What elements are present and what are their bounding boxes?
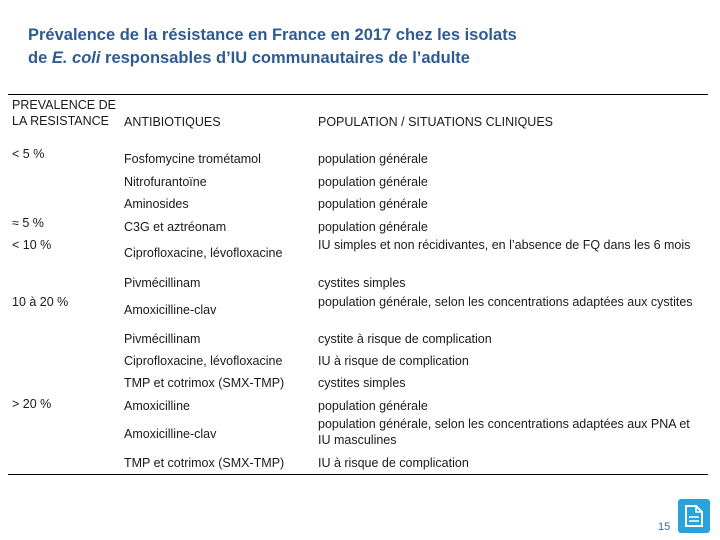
table-bottom-border: [8, 474, 708, 475]
antibiotic-cell: TMP et cotrimox (SMX-TMP): [124, 456, 285, 470]
slide-title: [28, 24, 708, 70]
population-cell: population générale: [318, 220, 428, 234]
population-cell: IU à risque de complication: [318, 456, 469, 470]
antibiotic-cell: Fosfomycine trométamol: [124, 152, 261, 166]
population-cell: IU à risque de complication: [318, 354, 469, 368]
header-antibiotiques: ANTIBIOTIQUES: [124, 115, 221, 129]
antibiotic-cell: Aminosides: [124, 197, 189, 211]
population-cell: cystites simples: [318, 376, 406, 390]
population-cell: population générale: [318, 175, 428, 189]
title-line-1: Prévalence de la résistance en France en 2017 chez les isolats: [28, 26, 517, 44]
population-cell: IU simples et non récidivantes, en l’absence de FQ dans les 6 mois: [318, 238, 691, 252]
population-cell: cystites simples: [318, 276, 406, 290]
page-number: 15: [658, 521, 671, 533]
population-cell: population générale: [318, 152, 428, 166]
document-icon: [683, 504, 705, 528]
table-top-border: [8, 94, 708, 95]
document-logo-icon: [678, 499, 710, 533]
population-cell: population générale: [318, 197, 428, 211]
header-prevalence: PREVALENCE DE LA RESISTANCE: [12, 98, 116, 128]
population-cell: population générale, selon les concentrations adaptées aux cystites: [318, 295, 693, 309]
antibiotic-cell: Nitrofurantoïne: [124, 175, 207, 189]
antibiotic-cell: Pivmécillinam: [124, 276, 201, 290]
antibiotic-cell: Ciprofloxacine, lévofloxacine: [124, 354, 283, 368]
population-cell: population générale, selon les concentrations adaptées aux PNA et IU masculines: [318, 417, 690, 447]
antibiotic-cell: Ciprofloxacine, lévofloxacine: [124, 246, 283, 260]
antibiotic-cell: Amoxicilline-clav: [124, 303, 217, 317]
prevalence-label: > 20 %: [12, 397, 52, 411]
antibiotic-cell: Amoxicilline: [124, 399, 190, 413]
prevalence-label: < 10 %: [12, 238, 52, 252]
title-line-2: de E. coli responsables d’IU communautaires de l’adulte: [28, 49, 470, 67]
organism-name: E. coli: [51, 49, 101, 67]
prevalence-label: ≈ 5 %: [12, 216, 44, 230]
antibiotic-cell: TMP et cotrimox (SMX-TMP): [124, 376, 285, 390]
header-population: POPULATION / SITUATIONS CLINIQUES: [318, 115, 553, 129]
population-cell: cystite à risque de complication: [318, 332, 492, 346]
population-cell: population générale: [318, 399, 428, 413]
antibiotic-cell: Amoxicilline-clav: [124, 427, 217, 441]
prevalence-label: < 5 %: [12, 147, 45, 161]
antibiotic-cell: Pivmécillinam: [124, 332, 201, 346]
antibiotic-cell: C3G et aztréonam: [124, 220, 227, 234]
prevalence-label: 10 à 20 %: [12, 295, 69, 309]
